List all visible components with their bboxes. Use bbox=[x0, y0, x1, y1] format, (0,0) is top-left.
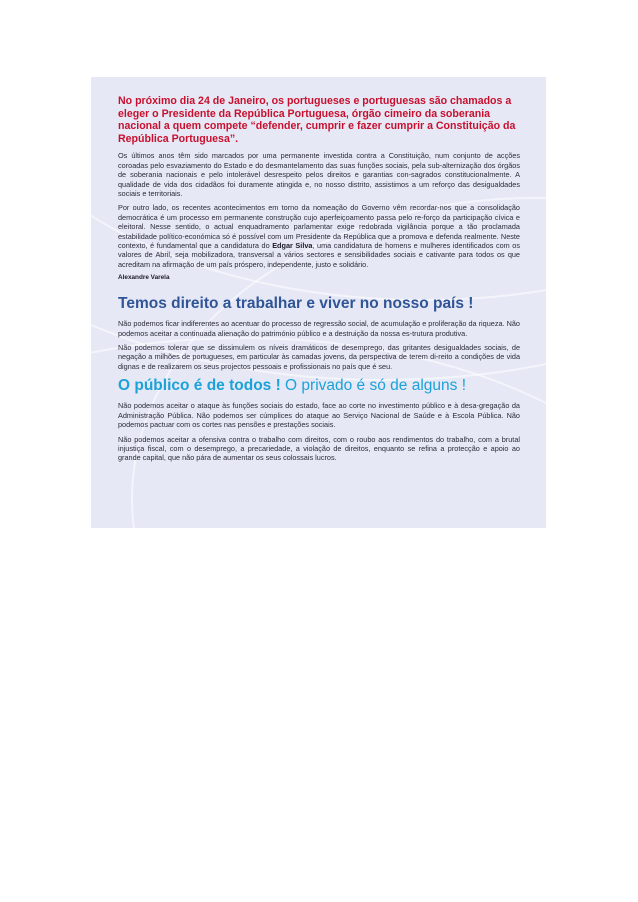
lead-paragraph: No próximo dia 24 de Janeiro, os portugueses e portuguesas são chamados a eleger o Presidente da República Portuguesa, órgão cimeiro da soberania nacional a quem compete “defender, cumprir e fazer cumprir a Constituição da República Portuguesa”. bbox=[118, 95, 516, 145]
candidate-name: Edgar Silva bbox=[272, 241, 313, 251]
heading-work: Temos direito a trabalhar e viver no nosso país ! bbox=[118, 295, 474, 313]
paragraph-4: Não podemos tolerar que se dissimulem os níveis dramáticos de desemprego, das gritantes desigualdades sociais, de negação a milhões de portugueses, em particular às camadas jovens, da perspectiva de terem di-reito a condições de vida dignas e de realizarem os seus projectos pessoais e profissionais no país que é seu. bbox=[118, 343, 520, 371]
heading-public bbox=[118, 377, 520, 395]
heading-public-light: O privado é só de alguns ! bbox=[280, 377, 467, 395]
paragraph-5: Não podemos aceitar o ataque às funções sociais do estado, face ao corte no investimento público e à desa-gregação da Administração Pública. Não podemos ser cúmplices do ataque ao Serviço Nacional de Saúde e à Escola Pública. Não podemos pactuar com os cortes nas pensões e prestações sociais. bbox=[118, 401, 520, 430]
paragraph-2-text-start: Por outro lado, os recentes acontecimentos em torno da nomeação do Governo vêm recordar-nos que a consolidação democrática é um processo em permanente construção cujo aperfeiçoamento passa pelo re-forço da participação cívica e eleitoral. Nesse sentido, o actual enquadramento parlamentar exige redobrada vigilância porque a tão proclamada estabilidade político-económica só é possível com um Presidente da República que a promova e defenda realmente. Neste contexto, é fundamental que a candidatura do bbox=[118, 203, 520, 251]
article bbox=[118, 95, 520, 468]
paragraph-3: Não podemos ficar indiferentes ao acentuar do processo de regressão social, de acumulação e proliferação da riqueza. Não podemos aceitar a continuada alienação do património público e a destruição da nossa es-trutura produtiva. bbox=[118, 319, 520, 338]
paragraph-1: Os últimos anos têm sido marcados por uma permanente investida contra a Constituição, num conjunto de acções coroadas pelo esvaziamento do Estado e do desmantelamento das suas funções sociais, pela sub-alternização dos órgãos de soberania nacionais e pelo intolerável desrespeito pelos direitos e garantias con-sagrados constitucionalmente. A qualidade de vida dos cidadãos foi duramente atingida e, no nosso distrito, assistimos a um reforço das desigualdades sociais e territoriais. bbox=[118, 151, 520, 198]
heading-public-strong: O público é de todos ! bbox=[118, 377, 281, 395]
paragraph-2 bbox=[118, 203, 520, 269]
paragraph-2-text-end: , uma candidatura de homens e mulheres identificados com os valores de Abril, seja mobilizadora, transversal a vários sectores e sensibilidades sociais e cativante para todos os que acreditam na afirmação de um país próspero, independente, justo e solidário. bbox=[118, 241, 520, 269]
author-signature: Alexandre Varela bbox=[118, 274, 170, 282]
paragraph-6: Não podemos aceitar a ofensiva contra o trabalho com direitos, com o roubo aos rendimentos do trabalho, com a brutal injustiça fiscal, com o desemprego, a precariedade, a violação de direitos, enquanto se refina a protecção e apoio ao grande capital, que não pára de aumentar os seus colossais lucros. bbox=[118, 434, 520, 463]
